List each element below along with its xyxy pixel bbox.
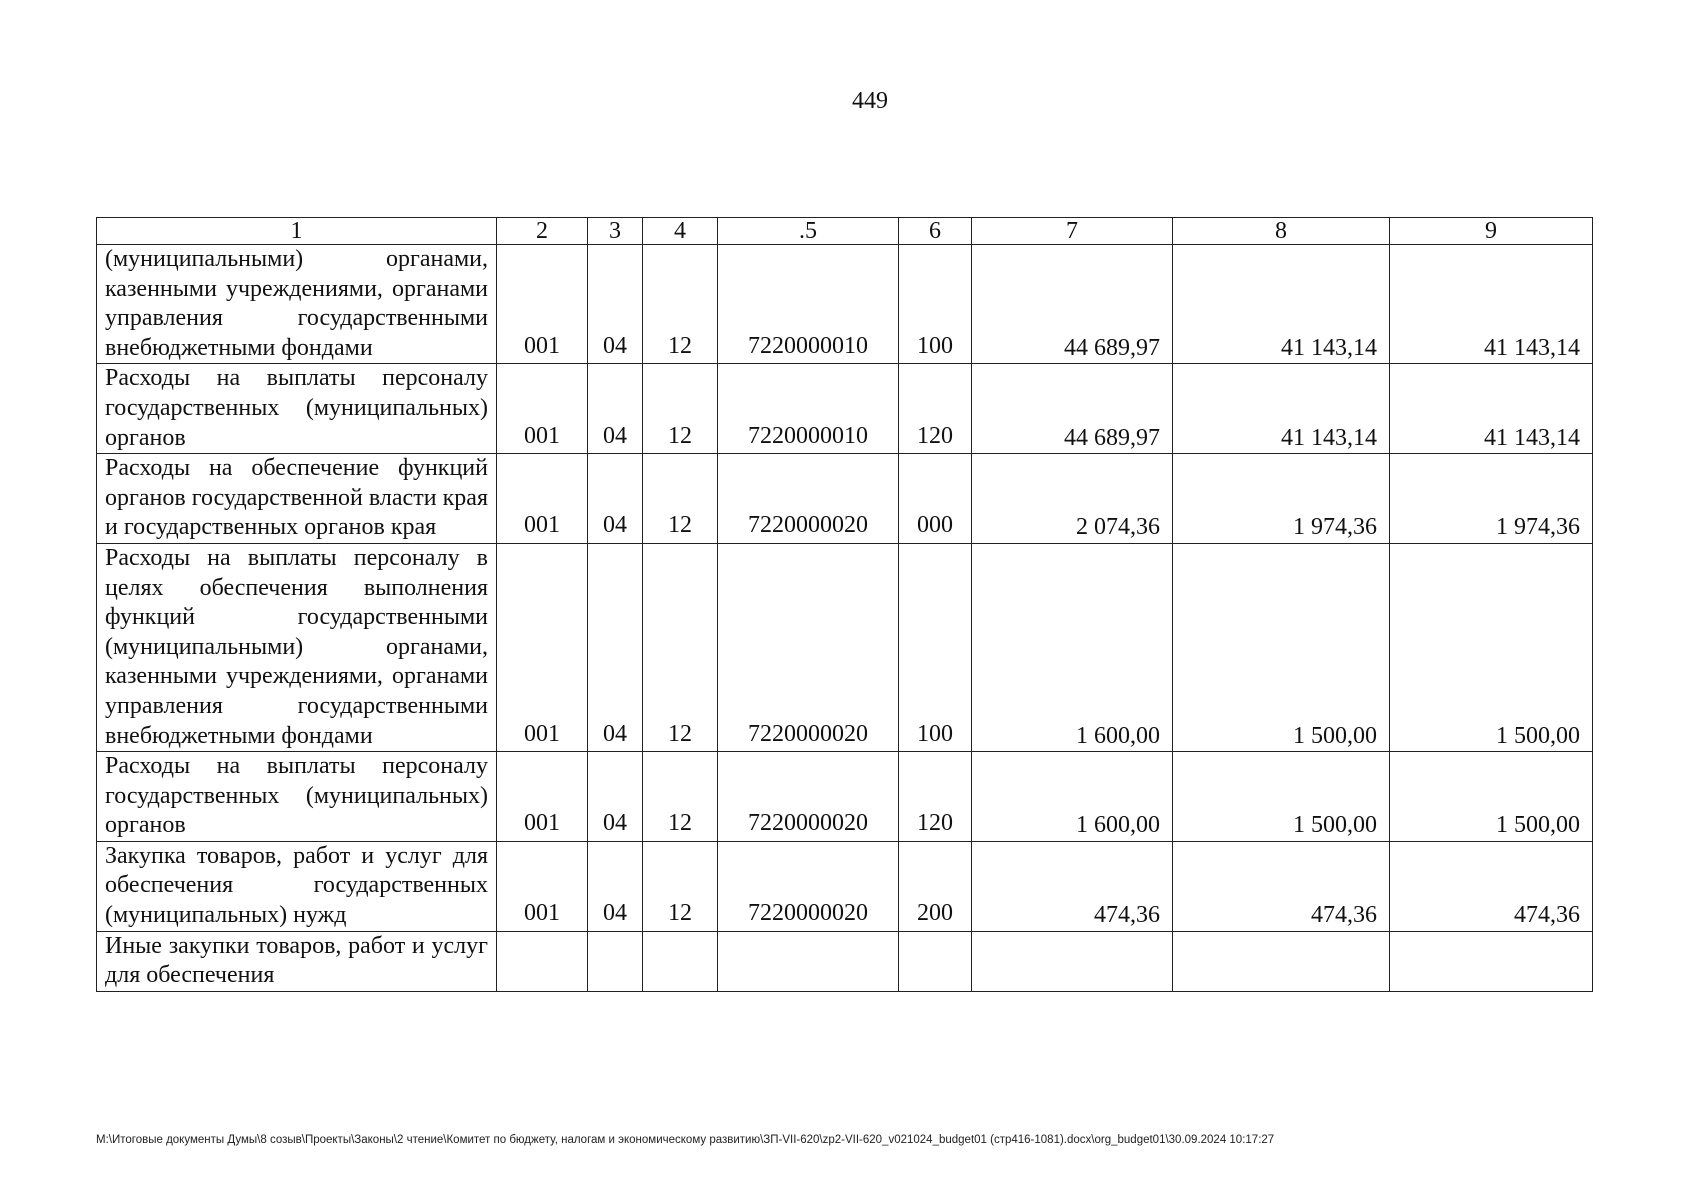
footer-file-path: M:\Итоговые документы Думы\8 созыв\Проекты\Законы\2 чтение\Комитет по бюджету, налогам и экономическому развитию\ЗП-VII-620\zp2-VII-620_v021024_budget01 (стр416-1081).docx\org_budget01\30.09.2024 10:17:27	[96, 1134, 1275, 1146]
page-number: 449	[852, 88, 888, 114]
code-cell: 7220000010	[718, 364, 899, 454]
row-name-cell: Иные закупки товаров, работ и услуг для обеспечения	[97, 931, 497, 991]
column-header: 8	[1173, 218, 1390, 245]
code-cell: 001	[497, 454, 588, 544]
code-cell	[718, 931, 899, 991]
table-row	[97, 841, 1593, 931]
code-cell: 001	[497, 841, 588, 931]
amount-cell: 41 143,14	[1390, 364, 1593, 454]
table-row	[97, 752, 1593, 842]
row-name-cell: Расходы на выплаты персоналу в целях обеспечения выполнения функций государственными (муниципальными) органами, казенными учреждениями, органами управления государственными внебюджетными фондами	[97, 543, 497, 751]
code-cell: 04	[588, 364, 643, 454]
table-row	[97, 931, 1593, 991]
code-cell	[497, 931, 588, 991]
code-cell: 04	[588, 245, 643, 364]
amount-cell: 1 600,00	[972, 543, 1173, 751]
code-cell: 000	[899, 454, 972, 544]
amount-cell: 1 500,00	[1390, 752, 1593, 842]
column-header: .5	[718, 218, 899, 245]
table-row	[97, 364, 1593, 454]
code-cell: 100	[899, 245, 972, 364]
code-cell: 7220000020	[718, 543, 899, 751]
amount-cell: 1 500,00	[1173, 752, 1390, 842]
code-cell: 001	[497, 364, 588, 454]
code-cell: 04	[588, 752, 643, 842]
amount-cell: 41 143,14	[1173, 364, 1390, 454]
table-row	[97, 245, 1593, 364]
code-cell	[899, 931, 972, 991]
table-row	[97, 454, 1593, 544]
code-cell: 120	[899, 752, 972, 842]
code-cell: 12	[643, 364, 718, 454]
table-header-row	[97, 218, 1593, 245]
code-cell	[643, 931, 718, 991]
amount-cell: 41 143,14	[1173, 245, 1390, 364]
amount-cell	[1390, 931, 1593, 991]
amount-cell: 44 689,97	[972, 245, 1173, 364]
code-cell: 7220000020	[718, 454, 899, 544]
column-header: 2	[497, 218, 588, 245]
code-cell: 7220000020	[718, 841, 899, 931]
amount-cell: 474,36	[1390, 841, 1593, 931]
amount-cell: 44 689,97	[972, 364, 1173, 454]
code-cell: 12	[643, 245, 718, 364]
amount-cell: 1 974,36	[1390, 454, 1593, 544]
amount-cell: 474,36	[972, 841, 1173, 931]
row-name-cell: Расходы на обеспечение функций органов государственной власти края и государственных органов края	[97, 454, 497, 544]
amount-cell: 474,36	[1173, 841, 1390, 931]
row-name-cell: Закупка товаров, работ и услуг для обеспечения государственных (муниципальных) нужд	[97, 841, 497, 931]
amount-cell	[972, 931, 1173, 991]
amount-cell: 1 974,36	[1173, 454, 1390, 544]
code-cell: 120	[899, 364, 972, 454]
column-header: 4	[643, 218, 718, 245]
amount-cell	[1173, 931, 1390, 991]
row-name-cell: (муниципальными) органами, казенными учреждениями, органами управления государственными внебюджетными фондами	[97, 245, 497, 364]
code-cell: 12	[643, 841, 718, 931]
column-header: 7	[972, 218, 1173, 245]
code-cell	[588, 931, 643, 991]
amount-cell: 1 600,00	[972, 752, 1173, 842]
amount-cell: 2 074,36	[972, 454, 1173, 544]
code-cell: 12	[643, 752, 718, 842]
code-cell: 04	[588, 841, 643, 931]
code-cell: 7220000020	[718, 752, 899, 842]
amount-cell: 1 500,00	[1390, 543, 1593, 751]
table-body	[97, 218, 1593, 992]
code-cell: 04	[588, 454, 643, 544]
column-header: 3	[588, 218, 643, 245]
column-header: 9	[1390, 218, 1593, 245]
amount-cell: 1 500,00	[1173, 543, 1390, 751]
code-cell: 04	[588, 543, 643, 751]
amount-cell: 41 143,14	[1390, 245, 1593, 364]
code-cell: 7220000010	[718, 245, 899, 364]
code-cell: 12	[643, 543, 718, 751]
code-cell: 001	[497, 752, 588, 842]
budget-table	[96, 217, 1593, 992]
table-row	[97, 543, 1593, 751]
column-header: 1	[97, 218, 497, 245]
code-cell: 200	[899, 841, 972, 931]
column-header: 6	[899, 218, 972, 245]
code-cell: 12	[643, 454, 718, 544]
code-cell: 001	[497, 245, 588, 364]
code-cell: 100	[899, 543, 972, 751]
code-cell: 001	[497, 543, 588, 751]
row-name-cell: Расходы на выплаты персоналу государственных (муниципальных) органов	[97, 364, 497, 454]
row-name-cell: Расходы на выплаты персоналу государственных (муниципальных) органов	[97, 752, 497, 842]
